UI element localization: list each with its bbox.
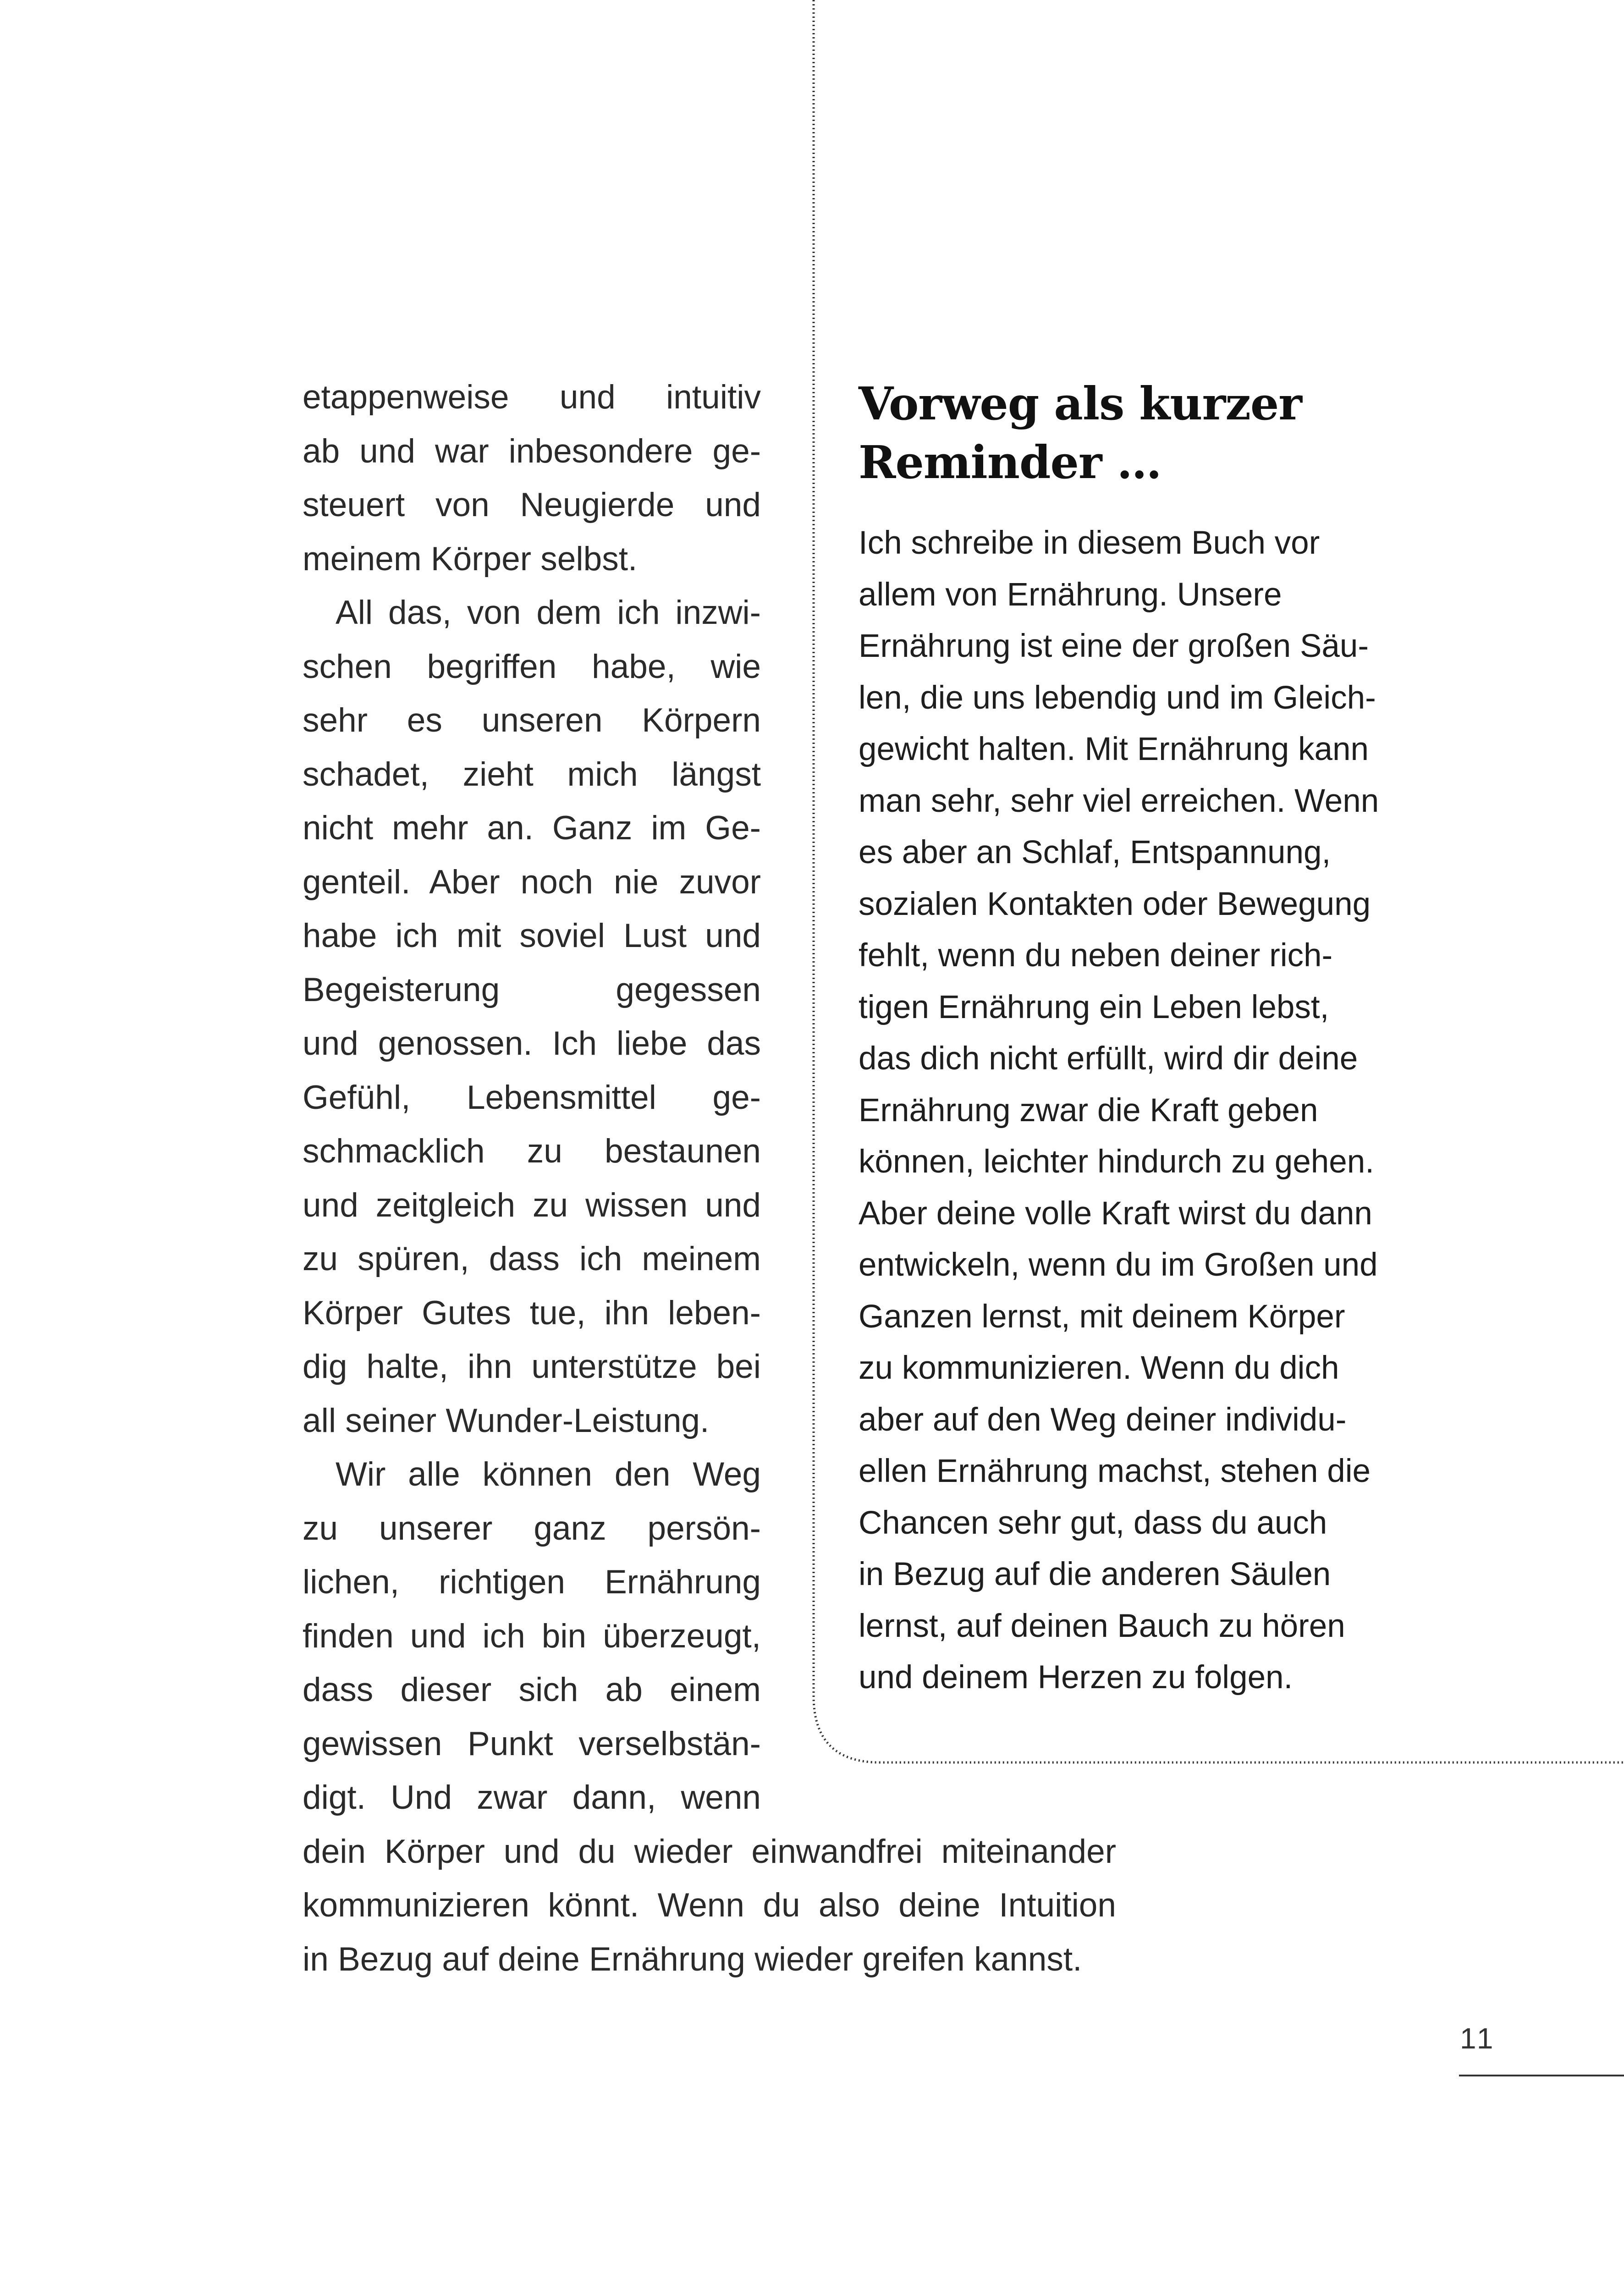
text-line: all seiner Wunder-Leistung.	[303, 1402, 710, 1439]
text-line: lichen, richtigen Ernährung	[303, 1564, 761, 1601]
sidebar-line: tigen Ernährung ein Leben lebst,	[859, 989, 1329, 1025]
text-line: genteil. Aber noch nie zuvor	[303, 863, 761, 901]
sidebar-line: entwickeln, wenn du im Großen und	[859, 1247, 1378, 1283]
text-line: Wir alle können den Weg	[336, 1456, 761, 1493]
text-line: gewissen Punkt verselbstän-	[303, 1725, 761, 1762]
text-line: schen begriffen habe, wie	[303, 648, 761, 685]
text-line: etappenweise und intuitiv	[303, 379, 761, 416]
text-line: All das, von dem ich inzwi-	[336, 594, 761, 631]
sidebar-line: Ernährung zwar die Kraft geben	[859, 1092, 1318, 1129]
page-number-rule	[1459, 2075, 1624, 2076]
sidebar-line: Chancen sehr gut, dass du auch	[859, 1504, 1327, 1541]
text-line: nicht mehr an. Ganz im Ge-	[303, 809, 761, 847]
text-line: und zeitgleich zu wissen und	[303, 1186, 761, 1224]
sidebar-line: aber auf den Weg deiner individu-	[859, 1401, 1347, 1438]
text-line: steuert von Neugierde und	[303, 486, 761, 523]
text-line: Gefühl, Lebensmittel ge-	[303, 1079, 761, 1116]
sidebar-title	[859, 375, 1427, 492]
text-line: schadet, zieht mich längst	[303, 755, 761, 793]
sidebar-line: sozialen Kontakten oder Bewegung	[859, 886, 1371, 922]
sidebar-line: gewicht halten. Mit Ernährung kann	[859, 731, 1369, 767]
text-line: schmacklich zu bestaunen	[303, 1133, 761, 1170]
sidebar-line: fehlt, wenn du neben deiner rich-	[859, 937, 1333, 974]
text-line: finden und ich bin überzeugt,	[303, 1617, 761, 1655]
text-line: sehr es unseren Körpern	[303, 702, 761, 739]
text-line: und genossen. Ich liebe das	[303, 1025, 761, 1062]
text-line: ab und war inbesondere ge-	[303, 432, 761, 470]
reminder-sidebar	[859, 375, 1427, 1704]
sidebar-title-line: Reminder …	[859, 436, 1162, 489]
sidebar-title-line: Vorweg als kurzer	[859, 378, 1302, 430]
sidebar-line: man sehr, sehr viel erreichen. Wenn	[859, 782, 1379, 819]
text-line: Körper Gutes tue, ihn leben-	[303, 1294, 761, 1332]
text-line: in Bezug auf deine Ernährung wieder greifen kannst.	[303, 1940, 1082, 1978]
text-line: dass dieser sich ab einem	[303, 1671, 761, 1708]
sidebar-line: zu kommunizieren. Wenn du dich	[859, 1350, 1339, 1386]
text-line: digt. Und zwar dann, wenn	[303, 1779, 761, 1816]
sidebar-line: Ganzen lernst, mit deinem Körper	[859, 1298, 1345, 1335]
text-line: zu unserer ganz persön-	[303, 1509, 761, 1547]
text-line: dein Körper und du wieder einwandfrei miteinander	[303, 1833, 1116, 1870]
sidebar-line: len, die uns lebendig und im Gleich-	[859, 679, 1376, 716]
sidebar-line: in Bezug auf die anderen Säulen	[859, 1556, 1331, 1592]
text-line: Begeisterung gegessen	[303, 971, 761, 1008]
sidebar-line: es aber an Schlaf, Entspannung,	[859, 834, 1331, 870]
text-line: meinem Körper selbst.	[303, 540, 638, 578]
sidebar-line: lernst, auf deinen Bauch zu hören	[859, 1608, 1345, 1644]
text-line: habe ich mit soviel Lust und	[303, 917, 761, 954]
sidebar-line: allem von Ernährung. Unsere	[859, 576, 1282, 613]
sidebar-line: Ernährung ist eine der großen Säu-	[859, 628, 1369, 664]
sidebar-body	[859, 518, 1427, 1704]
sidebar-line: Aber deine volle Kraft wirst du dann	[859, 1195, 1372, 1232]
text-line: kommunizieren könnt. Wenn du also deine Intuition	[303, 1887, 1116, 1924]
page-number: 11	[1460, 2022, 1496, 2055]
text-line: zu spüren, dass ich meinem	[303, 1240, 761, 1277]
text-line: dig halte, ihn unterstütze bei	[303, 1348, 761, 1385]
sidebar-line: können, leichter hindurch zu gehen.	[859, 1144, 1374, 1180]
sidebar-line: das dich nicht erfüllt, wird dir deine	[859, 1041, 1358, 1077]
sidebar-line: Ich schreibe in diesem Buch vor	[859, 525, 1320, 561]
sidebar-line: und deinem Herzen zu folgen.	[859, 1659, 1293, 1696]
sidebar-line: ellen Ernährung machst, stehen die	[859, 1453, 1371, 1489]
